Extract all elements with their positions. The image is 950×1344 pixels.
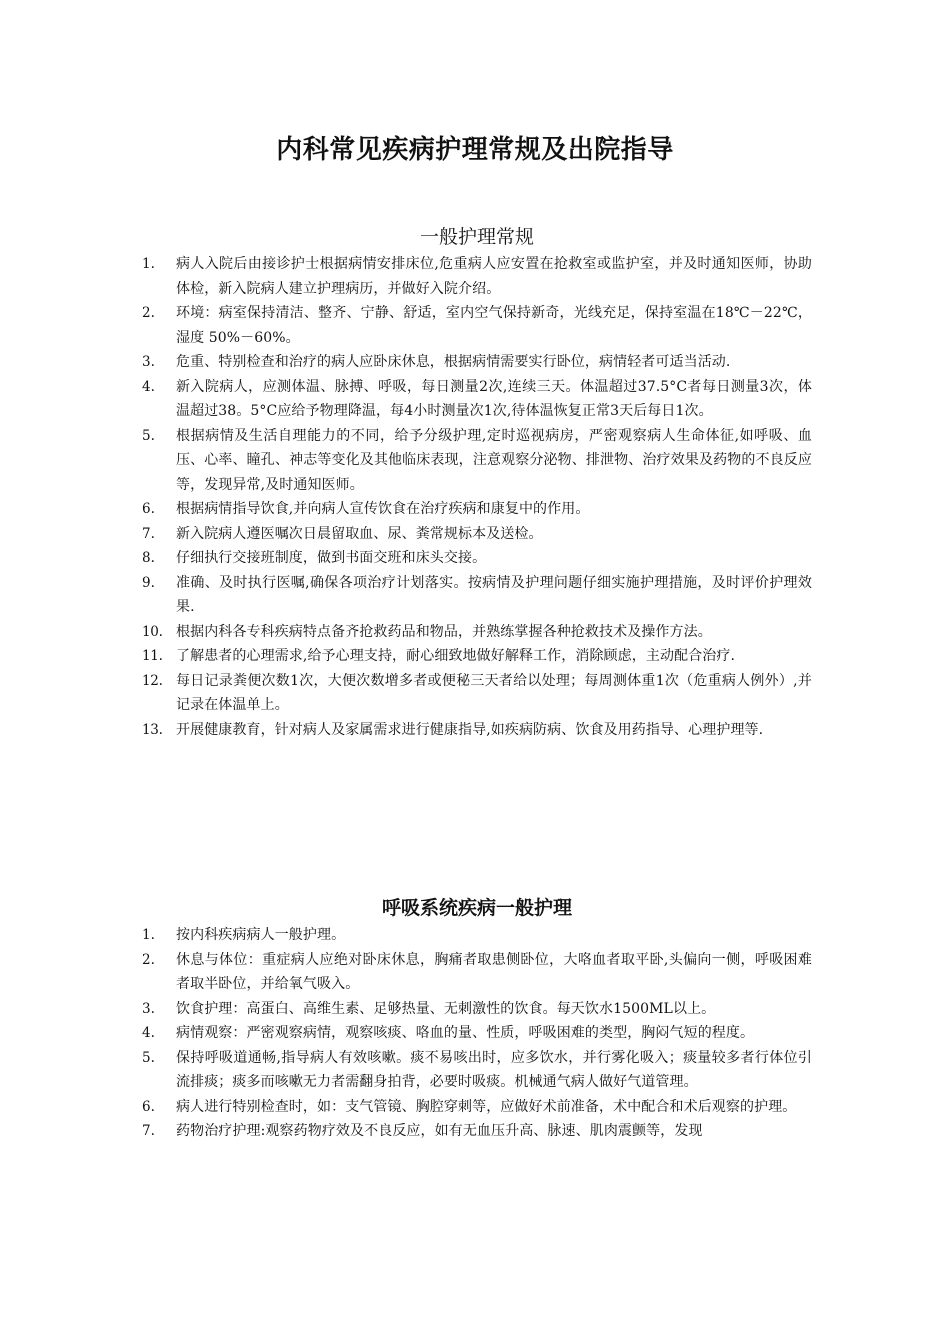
item-text: 保持呼吸道通畅,指导病人有效咳嗽。痰不易咳出时，应多饮水，并行雾化吸入；痰量较多者行体位引流排痰；痰多而咳嗽无力者需翻身拍背，必要时吸痰。机械通气病人做好气道管理。 bbox=[176, 1049, 812, 1090]
list-item bbox=[142, 571, 812, 620]
list-item bbox=[142, 1119, 812, 1144]
list-item bbox=[142, 301, 812, 350]
list-item bbox=[142, 948, 812, 997]
list-item bbox=[142, 997, 812, 1022]
item-number: 8. bbox=[142, 550, 155, 566]
item-number: 3. bbox=[142, 354, 155, 370]
section-heading: 呼吸系统疾病一般护理 bbox=[381, 897, 572, 919]
item-text: 仔细执行交接班制度，做到书面交班和床头交接。 bbox=[176, 550, 487, 566]
item-text: 休息与体位：重症病人应绝对卧床休息，胸痛者取患侧卧位，大咯血者取平卧,头偏向一侧，呼吸困难者取半卧位，并给氧气吸入。 bbox=[176, 951, 812, 992]
item-number: 1. bbox=[142, 256, 155, 272]
item-number: 13. bbox=[142, 721, 163, 738]
item-text: 根据病情指导饮食,并向病人宣传饮食在治疗疾病和康复中的作用。 bbox=[176, 501, 590, 517]
numbered-list bbox=[142, 252, 812, 742]
list-item bbox=[142, 1046, 812, 1095]
list-item bbox=[142, 669, 812, 718]
list-item bbox=[142, 644, 812, 669]
item-text: 按内科疾病病人一般护理。 bbox=[176, 927, 346, 943]
item-number: 4. bbox=[142, 1025, 155, 1041]
item-text: 环境：病室保持清洁、整齐、宁静、舒适，室内空气保持新奇，光线充足，保持室温在18℃－22℃，湿度 50%－60%。 bbox=[176, 305, 812, 346]
item-number: 5. bbox=[142, 427, 155, 444]
item-number: 6. bbox=[142, 501, 155, 517]
item-text: 药物治疗护理:观察药物疗效及不良反应，如有无血压升高、脉速、肌肉震颤等，发现 bbox=[176, 1123, 703, 1139]
item-number: 6. bbox=[142, 1098, 155, 1115]
item-number: 5. bbox=[142, 1049, 155, 1066]
item-text: 新入院病人遵医嘱次日晨留取血、尿、粪常规标本及送检。 bbox=[176, 525, 543, 542]
item-number: 7. bbox=[142, 525, 155, 542]
item-text: 根据病情及生活自理能力的不同，给予分级护理,定时巡视病房，严密观察病人生命体征,如呼吸、血压、心率、瞳孔、神志等变化及其他临床表现，注意观察分泌物、排泄物、治疗效果及药物的不良反应等，发现异常,及时通知医师。 bbox=[176, 427, 812, 493]
list-item bbox=[142, 375, 812, 424]
section-respiratory-care bbox=[142, 895, 812, 1144]
item-text: 准确、及时执行医嘱,确保各项治疗计划落实。按病情及护理问题仔细实施护理措施，及时评价护理效果. bbox=[176, 574, 812, 615]
item-number: 2. bbox=[142, 951, 155, 968]
item-text: 每日记录粪便次数1次，大便次数增多者或便秘三天者给以处理；每周测体重1次（危重病人例外）,并记录在体温单上。 bbox=[176, 672, 812, 713]
item-text: 危重、特别检查和治疗的病人应卧床休息，根据病情需要实行卧位，病情轻者可适当活动. bbox=[176, 354, 731, 370]
item-text: 病人进行特别检查时，如：支气管镜、胸腔穿刺等，应做好术前准备，术中配合和术后观察的护理。 bbox=[176, 1098, 797, 1115]
list-item bbox=[142, 546, 812, 571]
list-item bbox=[142, 1021, 812, 1046]
item-text: 病情观察：严密观察病情，观察咳痰、咯血的量、性质，呼吸困难的类型，胸闷气短的程度。 bbox=[176, 1025, 755, 1041]
item-number: 1. bbox=[142, 927, 155, 943]
list-item bbox=[142, 350, 812, 375]
item-number: 11. bbox=[142, 648, 163, 664]
item-text: 根据内科各专科疾病特点备齐抢救药品和物品，并熟练掌握各种抢救技术及操作方法。 bbox=[176, 623, 712, 640]
list-item bbox=[142, 497, 812, 522]
list-item bbox=[142, 718, 812, 743]
list-item bbox=[142, 923, 812, 948]
list-item bbox=[142, 424, 812, 498]
item-text: 了解患者的心理需求,给予心理支持，耐心细致地做好解释工作，消除顾虑，主动配合治疗. bbox=[176, 648, 735, 664]
section-heading: 一般护理常规 bbox=[419, 226, 534, 248]
item-text: 饮食护理：高蛋白、高维生素、足够热量、无刺激性的饮食。每天饮水1500ML以上。 bbox=[176, 1000, 716, 1017]
section-general-care bbox=[142, 224, 812, 742]
list-item bbox=[142, 1095, 812, 1120]
list-item bbox=[142, 252, 812, 301]
item-number: 12. bbox=[142, 672, 163, 689]
item-number: 2. bbox=[142, 305, 155, 321]
numbered-list bbox=[142, 923, 812, 1144]
document-title: 内科常见疾病护理常规及出院指导 bbox=[276, 135, 674, 165]
item-text: 新入院病人，应测体温、脉搏、呼吸，每日测量2次,连续三天。体温超过37.5°C者每日测量3次，体温超过38。5°C应给予物理降温，每4小时测量次1次,待体温恢复正常3天后每日1次。 bbox=[176, 378, 812, 419]
item-number: 7. bbox=[142, 1123, 155, 1139]
item-text: 开展健康教育，针对病人及家属需求进行健康指导,如疾病防病、饮食及用药指导、心理护理等. bbox=[176, 721, 764, 738]
item-text: 病人入院后由接诊护士根据病情安排床位,危重病人应安置在抢救室或监护室，并及时通知医师，协助体检，新入院病人建立护理病历，并做好入院介绍。 bbox=[176, 256, 812, 297]
item-number: 3. bbox=[142, 1000, 155, 1017]
item-number: 10. bbox=[142, 623, 163, 640]
list-item bbox=[142, 522, 812, 547]
item-number: 4. bbox=[142, 378, 155, 395]
list-item bbox=[142, 620, 812, 645]
item-number: 9. bbox=[142, 574, 155, 591]
